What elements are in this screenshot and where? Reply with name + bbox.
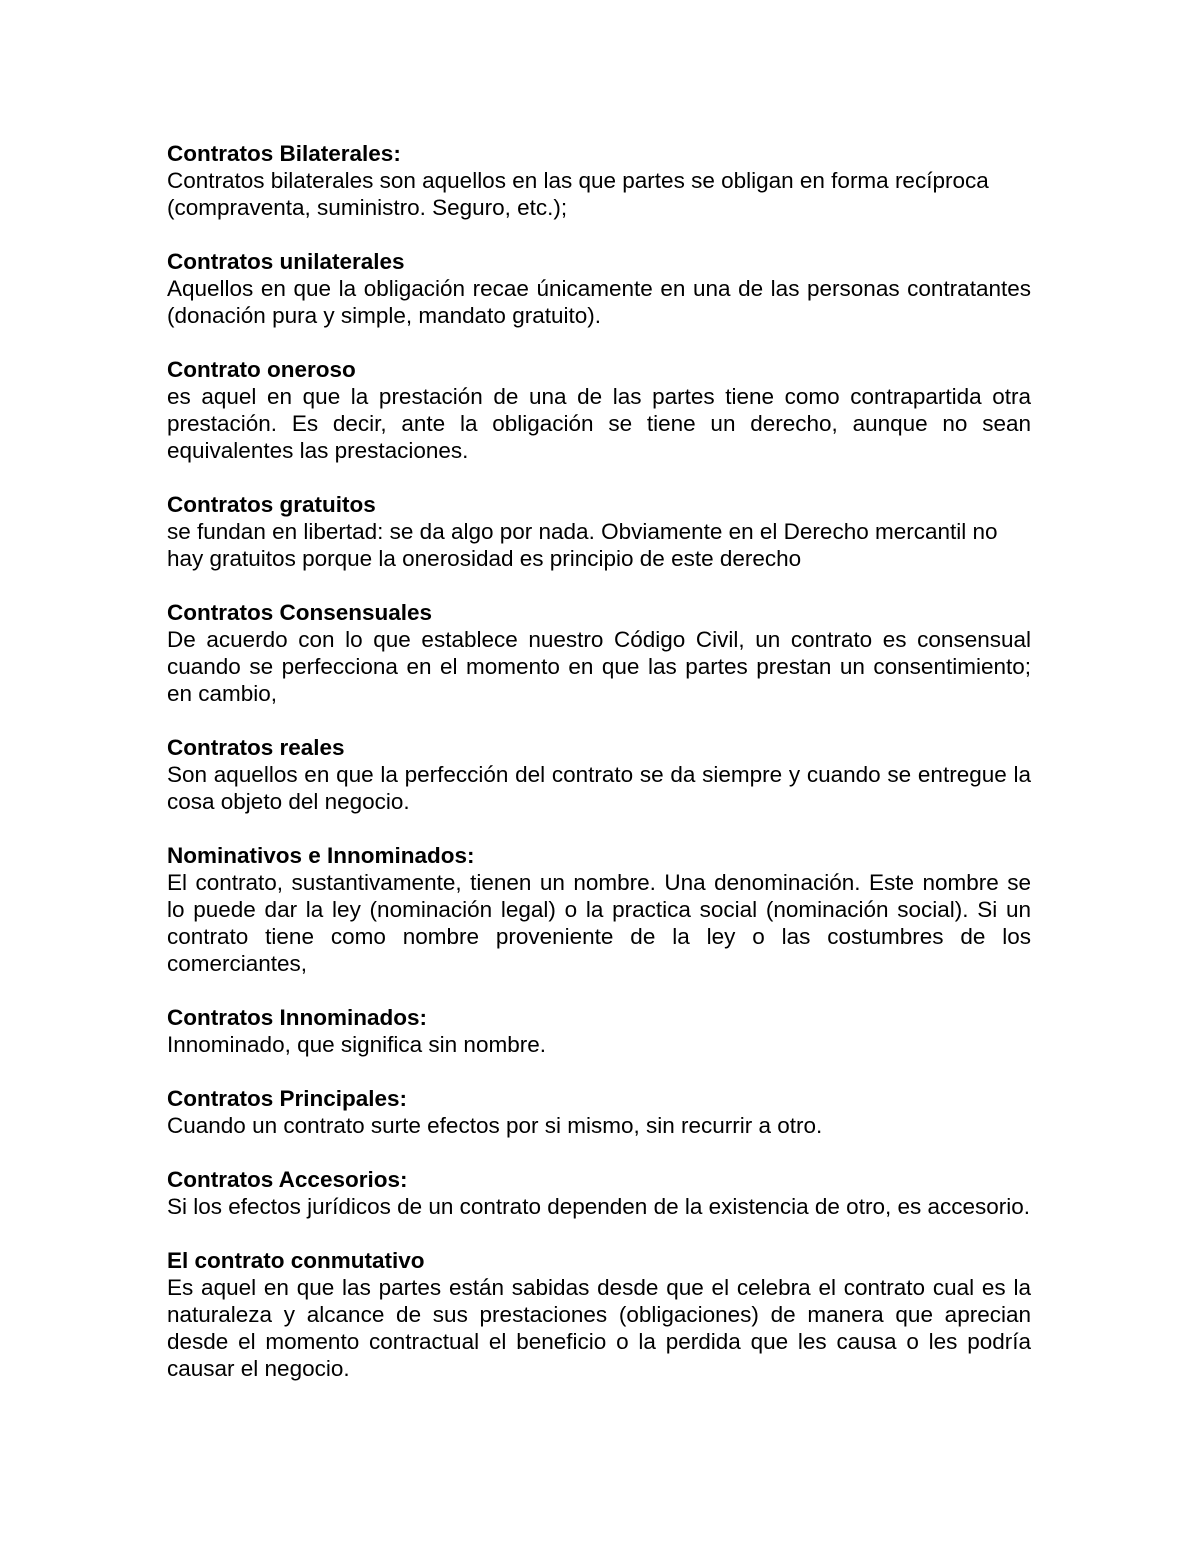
section-heading: Contratos gratuitos xyxy=(167,492,376,517)
section-paragraph: Innominado, que significa sin nombre. xyxy=(167,1032,546,1057)
section-contratos-accesorios xyxy=(167,1166,1031,1220)
section-paragraph: Si los efectos jurídicos de un contrato dependen de la existencia de otro, es accesorio. xyxy=(167,1194,1031,1219)
section-contratos-bilaterales xyxy=(167,140,1031,221)
section-paragraph: se fundan en libertad: se da algo por nada. Obviamente en el Derecho mercantil no hay gratuitos porque la onerosidad es principio de este derecho xyxy=(167,519,998,571)
section-heading: Contratos unilaterales xyxy=(167,249,405,274)
section-contrato-oneroso xyxy=(167,356,1031,464)
section-heading: El contrato conmutativo xyxy=(167,1248,425,1273)
section-contratos-gratuitos xyxy=(167,491,1031,572)
section-nominativos-e-innominados xyxy=(167,842,1031,977)
section-paragraph: Aquellos en que la obligación recae únicamente en una de las personas contratantes (donación pura y simple, mandato gratuito). xyxy=(167,276,1031,328)
section-heading: Contratos Accesorios: xyxy=(167,1167,408,1192)
section-heading: Contratos Innominados: xyxy=(167,1005,427,1030)
section-paragraph: Son aquellos en que la perfección del contrato se da siempre y cuando se entregue la cosa objeto del negocio. xyxy=(167,762,1031,814)
section-heading: Contratos Consensuales xyxy=(167,600,433,625)
section-heading: Contratos reales xyxy=(167,735,345,760)
section-contratos-unilaterales xyxy=(167,248,1031,329)
section-contrato-conmutativo xyxy=(167,1247,1031,1382)
section-paragraph: De acuerdo con lo que establece nuestro Código Civil, un contrato es consensual cuando se perfecciona en el momento en que las partes prestan un consentimiento; en cambio, xyxy=(167,627,1031,706)
section-heading: Contratos Principales: xyxy=(167,1086,408,1111)
section-paragraph: Cuando un contrato surte efectos por si mismo, sin recurrir a otro. xyxy=(167,1113,823,1138)
document-page xyxy=(167,140,1031,1409)
section-heading: Contrato oneroso xyxy=(167,357,356,382)
section-paragraph: es aquel en que la prestación de una de las partes tiene como contrapartida otra prestación. Es decir, ante la obligación se tiene un derecho, aunque no sean equivalentes las prestaciones. xyxy=(167,384,1031,463)
section-contratos-consensuales xyxy=(167,599,1031,707)
section-paragraph: Contratos bilaterales son aquellos en las que partes se obligan en forma recíproca (compraventa, suministro. Seguro, etc.); xyxy=(167,168,989,220)
section-heading: Contratos Bilaterales: xyxy=(167,141,401,166)
section-paragraph: Es aquel en que las partes están sabidas desde que el celebra el contrato cual es la naturaleza y alcance de sus prestaciones (obligaciones) de manera que aprecian desde el momento contractual el beneficio o la perdida que les causa o les podría causar el negocio. xyxy=(167,1275,1031,1381)
section-contratos-reales xyxy=(167,734,1031,815)
section-heading: Nominativos e Innominados: xyxy=(167,843,475,868)
section-contratos-innominados xyxy=(167,1004,1031,1058)
section-paragraph: El contrato, sustantivamente, tienen un nombre. Una denominación. Este nombre se lo puede dar la ley (nominación legal) o la practica social (nominación social). Si un contrato tiene como nombre proveniente de la ley o las costumbres de los comerciantes, xyxy=(167,870,1031,976)
section-contratos-principales xyxy=(167,1085,1031,1139)
